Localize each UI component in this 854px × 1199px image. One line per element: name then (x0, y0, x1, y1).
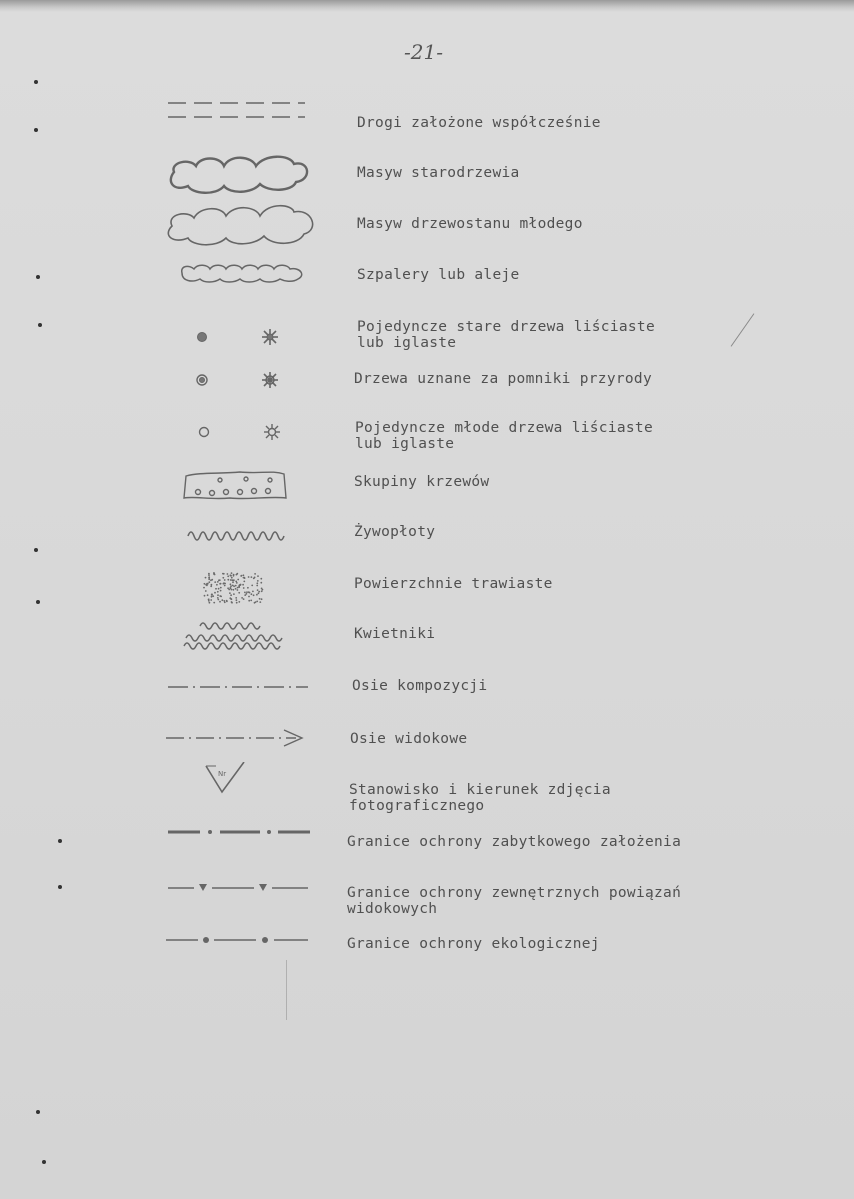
binder-mark (34, 548, 38, 552)
grass-dot (250, 600, 252, 602)
pencil-stroke (731, 313, 755, 346)
heritage-boundary-icon (160, 815, 320, 865)
grass-dot (219, 595, 221, 597)
grass-dot (242, 584, 244, 586)
grass-dot (224, 579, 226, 581)
grass-dot (253, 578, 255, 580)
grass-dot (254, 602, 256, 604)
grass-dot (221, 599, 223, 601)
grass-dot (230, 594, 232, 596)
grass-dot (258, 591, 260, 593)
grass-dot (237, 587, 239, 589)
grass-dot (246, 591, 248, 593)
legend-label: Osie widokowe (350, 731, 468, 747)
grass-dot (205, 577, 207, 579)
grass-dot (233, 589, 235, 591)
grass-dot (211, 593, 213, 595)
grass-dot (243, 598, 245, 600)
grass-dot (204, 595, 206, 597)
grass-dot (254, 573, 256, 575)
flowerbed-icon (160, 612, 320, 662)
grass-dot (243, 581, 245, 583)
grass-dot (233, 585, 235, 587)
young-tree-icon (160, 410, 320, 460)
grass-dot (216, 584, 218, 586)
grass-dot (220, 590, 222, 592)
grass-dot (259, 598, 261, 600)
grass-dot (232, 580, 234, 582)
grass-dot (253, 594, 255, 596)
grass-dot (244, 577, 246, 579)
grass-dot (257, 580, 259, 582)
grass-dot (230, 585, 232, 587)
grass-dot (251, 585, 253, 587)
grass-dot (247, 587, 249, 589)
grass-dot (248, 576, 250, 578)
page-top-edge (0, 0, 854, 12)
legend-label: Żywopłoty (354, 524, 436, 540)
legend-label: Drzewa uznane za pomniki przyrody (354, 371, 652, 387)
grass-dot (217, 581, 219, 583)
grass-dot (244, 592, 246, 594)
grass-dot (257, 575, 259, 577)
grass-dot (256, 594, 258, 596)
grass-dot (260, 578, 262, 580)
binder-mark (36, 1110, 40, 1114)
legend-label: Powierzchnie trawiaste (354, 576, 553, 592)
legend-label: Masyw drzewostanu młodego (357, 216, 583, 232)
grass-dot (237, 589, 239, 591)
legend-label: Osie kompozycji (352, 678, 488, 694)
grass-dot (224, 601, 226, 603)
grass-dot (243, 574, 245, 576)
grass-dot (230, 583, 232, 585)
grass-dot (208, 578, 210, 580)
grass-dot (257, 589, 259, 591)
grass-dot (235, 585, 237, 587)
grass-dot (210, 599, 212, 601)
grass-dot (227, 587, 229, 589)
grass-dot (236, 599, 238, 601)
grass-dot (235, 588, 237, 590)
grass-dot (209, 602, 211, 604)
grass-dot (237, 579, 239, 581)
grass-dot (220, 587, 222, 589)
pencil-stroke (286, 960, 287, 1020)
grass-dot (213, 602, 215, 604)
grass-dot (208, 574, 210, 576)
grass-dot (256, 582, 258, 584)
grass-dot (212, 595, 214, 597)
grass-dot (223, 573, 225, 575)
legend-label: Szpalery lub aleje (357, 267, 520, 283)
grass-dot (238, 592, 240, 594)
legend-label: Pojedyncze stare drzewa liściaste lub iglaste (357, 319, 655, 351)
dashed-double-line-icon (160, 95, 320, 145)
grass-dot (222, 577, 224, 579)
grass-dot (259, 601, 261, 603)
grass-dot (240, 575, 242, 577)
grass-dot (211, 596, 213, 598)
grass-dot (227, 579, 229, 581)
cloud-mass-icon (160, 150, 320, 200)
legend-label: Granice ochrony zabytkowego założenia (347, 834, 682, 850)
grass-dot (256, 601, 258, 603)
grass-dot (260, 582, 262, 584)
grass-dot (251, 576, 253, 578)
grass-dot (205, 590, 207, 592)
grass-dot (231, 572, 233, 574)
grass-dot (243, 587, 245, 589)
grass-dot (240, 584, 242, 586)
grass-dot (227, 573, 229, 575)
legend-label: Granice ochrony zewnętrznych powiązań widokowych (347, 885, 682, 917)
grass-dot (217, 599, 219, 601)
grass-dot (208, 581, 210, 583)
hedge-icon (160, 512, 320, 562)
grass-dot (248, 596, 250, 598)
binder-mark (42, 1160, 46, 1164)
grass-dot (238, 601, 240, 603)
grass-dot (208, 576, 210, 578)
grass-dot (233, 593, 235, 595)
legend-label: Pojedyncze młode drzewa liściaste lub iglaste (355, 420, 653, 452)
view-axis-arrow-icon (160, 716, 320, 766)
grass-dot (226, 600, 228, 602)
binder-mark (38, 323, 42, 327)
grass-dot (210, 585, 212, 587)
grass-dot (229, 592, 231, 594)
binder-mark (58, 839, 62, 843)
grass-dot (217, 594, 219, 596)
legend-label: Granice ochrony ekologicznej (347, 936, 600, 952)
page-number: -21- (404, 40, 443, 64)
grass-dot (258, 592, 260, 594)
grass-dot (238, 586, 240, 588)
grass-dot (232, 581, 234, 583)
composition-axis-icon (160, 665, 320, 715)
grass-area-icon (160, 565, 320, 615)
grass-dot (208, 599, 210, 601)
grass-dot (213, 572, 215, 574)
grass-dot (217, 591, 219, 593)
grass-dot (218, 579, 220, 581)
binder-mark (36, 600, 40, 604)
grass-dot (231, 577, 233, 579)
grass-dot (251, 593, 253, 595)
grass-dot (248, 600, 250, 602)
binder-mark (34, 80, 38, 84)
grass-dot (219, 601, 221, 603)
grass-dot (231, 602, 233, 604)
binder-mark (36, 275, 40, 279)
grass-dot (211, 584, 213, 586)
grass-dot (252, 591, 254, 593)
grass-dot (261, 588, 263, 590)
grass-dot (261, 598, 263, 600)
grass-dot (236, 602, 238, 604)
grass-dot (218, 588, 220, 590)
grass-dot (231, 589, 233, 591)
grass-dot (235, 597, 237, 599)
cloud-mass-open-icon (160, 200, 320, 250)
grass-dot (211, 579, 213, 581)
grass-dot (227, 575, 229, 577)
photo-number-text: Nr (218, 770, 227, 778)
grass-dot (204, 583, 206, 585)
grass-dot (220, 583, 222, 585)
grass-dot (241, 597, 243, 599)
grass-dot (214, 581, 216, 583)
grass-dot (207, 594, 209, 596)
grass-dot (215, 588, 217, 590)
binder-mark (34, 128, 38, 132)
grass-dot (235, 581, 237, 583)
grass-dot (236, 574, 238, 576)
grass-dot (256, 585, 258, 587)
grass-dot (214, 592, 216, 594)
tree-row-icon (160, 253, 320, 303)
grass-dot (229, 587, 231, 589)
ecological-boundary-icon (160, 918, 320, 968)
legend-label: Stanowisko i kierunek zdjęcia fotograficznego (349, 782, 611, 814)
grass-dot (261, 590, 263, 592)
legend-label: Kwietniki (354, 626, 436, 642)
grass-dot (230, 575, 232, 577)
binder-mark (58, 885, 62, 889)
legend-label: Skupiny krzewów (354, 474, 490, 490)
grass-dot (203, 587, 205, 589)
grass-dot (217, 597, 219, 599)
grass-dot (246, 593, 248, 595)
grass-dot (248, 591, 250, 593)
legend-label: Masyw starodrzewia (357, 165, 520, 181)
grass-dot (223, 582, 225, 584)
legend-label: Drogi założone współcześnie (357, 115, 601, 131)
grass-dot (233, 575, 235, 577)
monument-tree-icon (160, 358, 320, 408)
grass-dot (230, 598, 232, 600)
shrub-group-icon (160, 462, 320, 512)
photo-direction-icon (160, 762, 320, 812)
grass-dot (224, 585, 226, 587)
view-boundary-icon (160, 868, 320, 918)
grass-dot (206, 583, 208, 585)
